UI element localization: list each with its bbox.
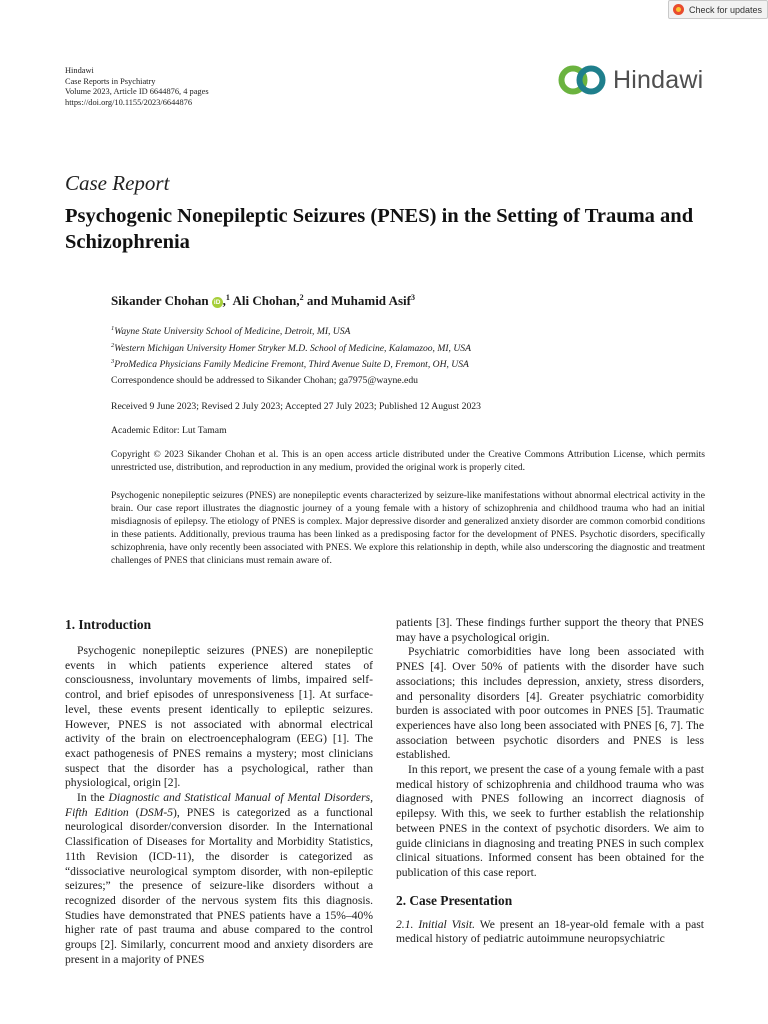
doi-link[interactable]: https://doi.org/10.1155/2023/6644876	[65, 97, 193, 107]
left-column	[65, 617, 373, 967]
paragraph-text: In the	[77, 791, 109, 805]
subsection-label: 2.1. Initial Visit.	[396, 917, 475, 931]
affiliation-text: ProMedica Physicians Family Medicine Fremont, Third Avenue Suite D, Fremont, OH, USA	[114, 359, 469, 370]
dates-line: Received 9 June 2023; Revised 2 July 2023; Accepted 27 July 2023; Published 12 August 2023	[111, 401, 481, 412]
publisher-name: Hindawi	[65, 66, 94, 75]
check-for-updates-button[interactable]	[668, 0, 768, 19]
affiliation-number: 1	[111, 325, 115, 332]
author-name[interactable]: Muhamid Asif	[331, 293, 411, 308]
affiliation-item	[111, 355, 471, 372]
paragraph: Psychiatric comorbidities have long been associated with PNES [4]. Over 50% of patients with the disorder have such associations; this includes depression, anxiety, stress disorders, and personality disorders [4]. Greater psychiatric comorbidity burden is associated with poor outcomes in PNES [5]. Traumatic experiences have also long been associated with PNES [6, 7]. The association between psychotic disorders and PNES is less established.	[396, 645, 704, 762]
correspondence-line: Correspondence should be addressed to Sikander Chohan; ga7975@wayne.edu	[111, 375, 419, 386]
journal-meta	[65, 66, 209, 108]
check-updates-icon	[673, 4, 684, 15]
author-joiner: and	[306, 293, 328, 308]
paragraph	[396, 918, 704, 947]
journal-name: Case Reports in Psychiatry	[65, 76, 156, 86]
paragraph: Psychogenic nonepileptic seizures (PNES) are nonepileptic events in which patients experience altered states of consciousness, involuntary movements of limbs, impaired self-control, and brief episodes of unresponsiveness [1]. At surface-level, these events present identically to epileptic seizures. However, PNES is not associated with abnormal electrical activity of the brain on electroencephalogram (EEG) [1]. The exact pathogenesis of PNES remains a mystery; most clinicians suspect that the disorder has a psychological, rather than physiological, origin [2].	[65, 644, 373, 790]
affiliation-item	[111, 339, 471, 356]
italic-text: DSM-5	[139, 805, 174, 819]
author-affiliation-number: 3	[410, 293, 415, 302]
article-type: Case Report	[65, 171, 170, 195]
author-name[interactable]: Sikander Chohan	[111, 293, 209, 308]
affiliation-text: Wayne State University School of Medicine, Detroit, MI, USA	[114, 326, 351, 337]
paragraph-text: ), PNES is categorized as a functional neurological disorder/conversion disorder. In the International Classification of Diseases for Mortality and Morbidity Statistics, 11th Revision (ICD-11), the disorder is categorized as “dissociative neurological symptom disorder, with non-epileptic seizures;” the presence of seizure-like disorders without a recognized disorder of the nervous system fits this diagnosis. Studies have demonstrated that PNES patients have a 15%–40% higher rate of past trauma and abuse compared to the control groups [2]. Similarly, concurrent mood and anxiety disorders are present in a majority of PNES	[65, 805, 374, 966]
section-heading-case-presentation: 2. Case Presentation	[396, 892, 513, 908]
affiliation-number: 3	[111, 358, 115, 365]
paragraph-text: We present an 18-year-old female with a past medical history of pediatric autoimmune neuropsychiatric	[396, 917, 704, 946]
hindawi-logo	[557, 64, 703, 96]
italic-text: Diagnostic and Statistical Manual of Mental Disorders, Fifth Edition	[65, 791, 373, 819]
affiliation-text: Western Michigan University Homer Stryker M.D. School of Medicine, Kalamazoo, MI, USA	[114, 342, 471, 354]
author-affiliation-number: 1	[225, 293, 230, 302]
copyright-notice: Copyright © 2023 Sikander Chohan et al. This is an open access article distributed under the Creative Commons Attribution License, which permits unrestricted use, distribution, and reproduction in any medium, provided the original work is properly cited.	[111, 449, 705, 474]
affiliation-item	[111, 322, 471, 339]
article-title: Psychogenic Nonepileptic Seizures (PNES) in the Setting of Trauma and Schizophrenia	[65, 205, 694, 253]
academic-editor-line: Academic Editor: Lut Tamam	[111, 425, 227, 436]
affiliation-number: 2	[111, 341, 115, 349]
paragraph: patients [3]. These findings further support the theory that PNES may have a psychological origin.	[396, 616, 704, 644]
hindawi-logo-text: Hindawi	[613, 65, 704, 94]
orcid-icon[interactable]: iD	[212, 297, 223, 308]
right-column	[396, 616, 704, 947]
author-list: Sikander Chohan iD ,$^1$ Ali Chohan,$^2$ and Muhamid Asif$^3$	[111, 293, 415, 308]
paragraph: In this report, we present the case of a young female with a past medical history of schizophrenia and childhood trauma who was diagnosed with PNES following an incorrect diagnosis of epilepsy. With this, we seek to further establish the relationship between PNES in the context of psychotic disorders. We aim to guide clinicians in diagnosing and treating PNES in such complex clinical situations. Informed consent has been obtained for the publication of this case report.	[396, 763, 704, 879]
hindawi-logo-icon	[557, 64, 607, 96]
abstract: Psychogenic nonepileptic seizures (PNES) are nonepileptic events characterized by seizure-like manifestations without abnormal electrical activity in the brain. Our case report illustrates the diagnostic journey of a young female with a history of schizophrenia and childhood trauma who had an initial misdiagnosis of epilepsy. The etiology of PNES is complex. Major depressive disorder and generalized anxiety disorder are common comorbid conditions in these patients. Additionally, previous trauma has been linked as a predisposing factor for the development of PNES. Psychotic disorders, specifically schizophrenia, have only recently been associated with PNES. We explore this relationship in depth, while also underscoring the diagnostic and treatment challenges of PNES that clinicians must remain aware of.	[111, 490, 705, 566]
section-heading-introduction: 1. Introduction	[65, 617, 152, 632]
author-name[interactable]: Ali Chohan,	[232, 293, 300, 308]
paragraph-text: (	[128, 805, 140, 819]
volume-line: Volume 2023, Article ID 6644876, 4 pages	[65, 87, 209, 97]
paragraph	[65, 791, 373, 967]
affiliation-list	[111, 322, 471, 372]
author-affiliation-number: 2	[299, 293, 304, 302]
check-updates-label: Check for updates	[689, 4, 763, 15]
